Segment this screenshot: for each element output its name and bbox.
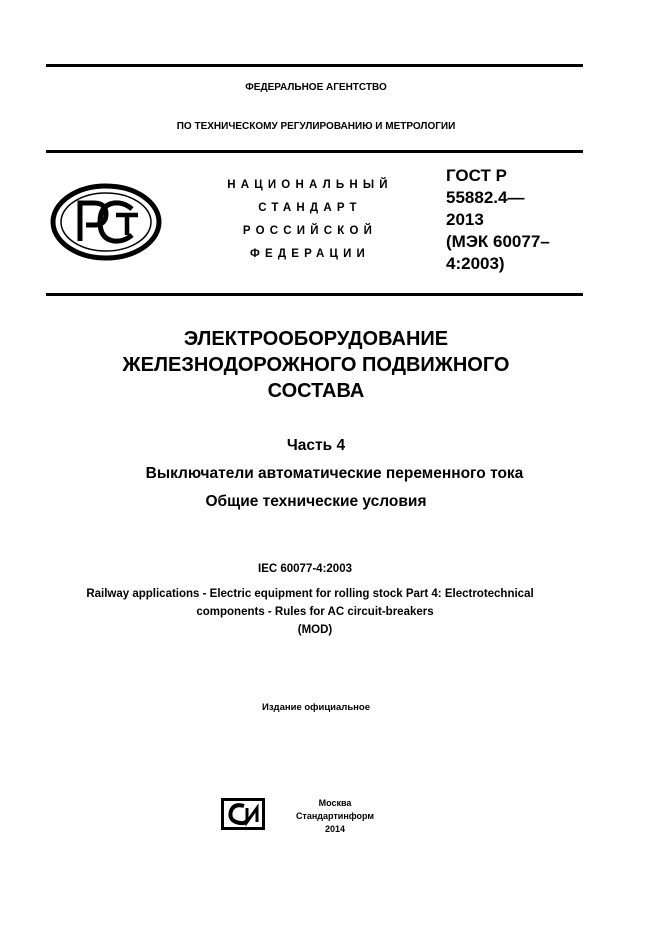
publisher-year: 2014 xyxy=(324,824,346,834)
part-label: Часть 4 xyxy=(286,437,346,454)
edition-label: Издание официальное xyxy=(262,702,370,713)
gost-designation xyxy=(446,165,586,275)
publisher-info xyxy=(280,797,390,836)
english-title-line-2: components - Rules for AC circuit-breakers xyxy=(196,606,434,618)
publisher-logo xyxy=(220,797,266,831)
title-line-3: СОСТАВА xyxy=(267,380,365,402)
standard-line-4: ФЕДЕРАЦИИ xyxy=(249,248,371,260)
english-title-line-1: Railway applications - Electric equipment for rolling stock Part 4: Electrotechnical xyxy=(86,588,534,600)
part-line-2: Общие технические условия xyxy=(205,493,427,510)
iec-code: IEC 60077-4:2003 xyxy=(258,563,352,575)
gost-r-logo xyxy=(50,183,162,261)
designation-rule xyxy=(46,293,583,296)
top-rule xyxy=(46,64,583,67)
header-rule xyxy=(46,150,583,153)
standard-line-1: НАЦИОНАЛЬНЫЙ xyxy=(227,179,393,191)
standard-line-3: РОССИЙСКОЙ xyxy=(242,225,378,237)
title-line-1: ЭЛЕКТРООБОРУДОВАНИЕ xyxy=(183,328,449,350)
agency-line-1: ФЕДЕРАЛЬНОЕ АГЕНТСТВО xyxy=(245,82,387,93)
designation-line-1: ГОСТ Р xyxy=(446,166,507,185)
designation-line-5: 4:2003) xyxy=(446,254,505,273)
publisher-name: Стандартинформ xyxy=(295,811,375,821)
designation-line-3: 2013 xyxy=(446,210,484,229)
agency-line-2: ПО ТЕХНИЧЕСКОМУ РЕГУЛИРОВАНИЮ И МЕТРОЛОГИИ xyxy=(176,121,456,132)
gost-r-emblem-icon xyxy=(50,183,162,261)
title-line-2: ЖЕЛЕЗНОДОРОЖНОГО ПОДВИЖНОГО xyxy=(122,354,510,376)
publisher-city: Москва xyxy=(318,798,352,808)
standard-line-2: СТАНДАРТ xyxy=(258,202,362,214)
mod-label: (MOD) xyxy=(297,624,333,636)
standartinform-logo-icon xyxy=(220,797,266,831)
document-title xyxy=(0,326,632,404)
designation-line-2: 55882.4— xyxy=(446,188,525,207)
designation-line-4: (МЭК 60077– xyxy=(446,232,550,251)
part-line-1: Выключатели автоматические переменного тока xyxy=(145,465,524,482)
